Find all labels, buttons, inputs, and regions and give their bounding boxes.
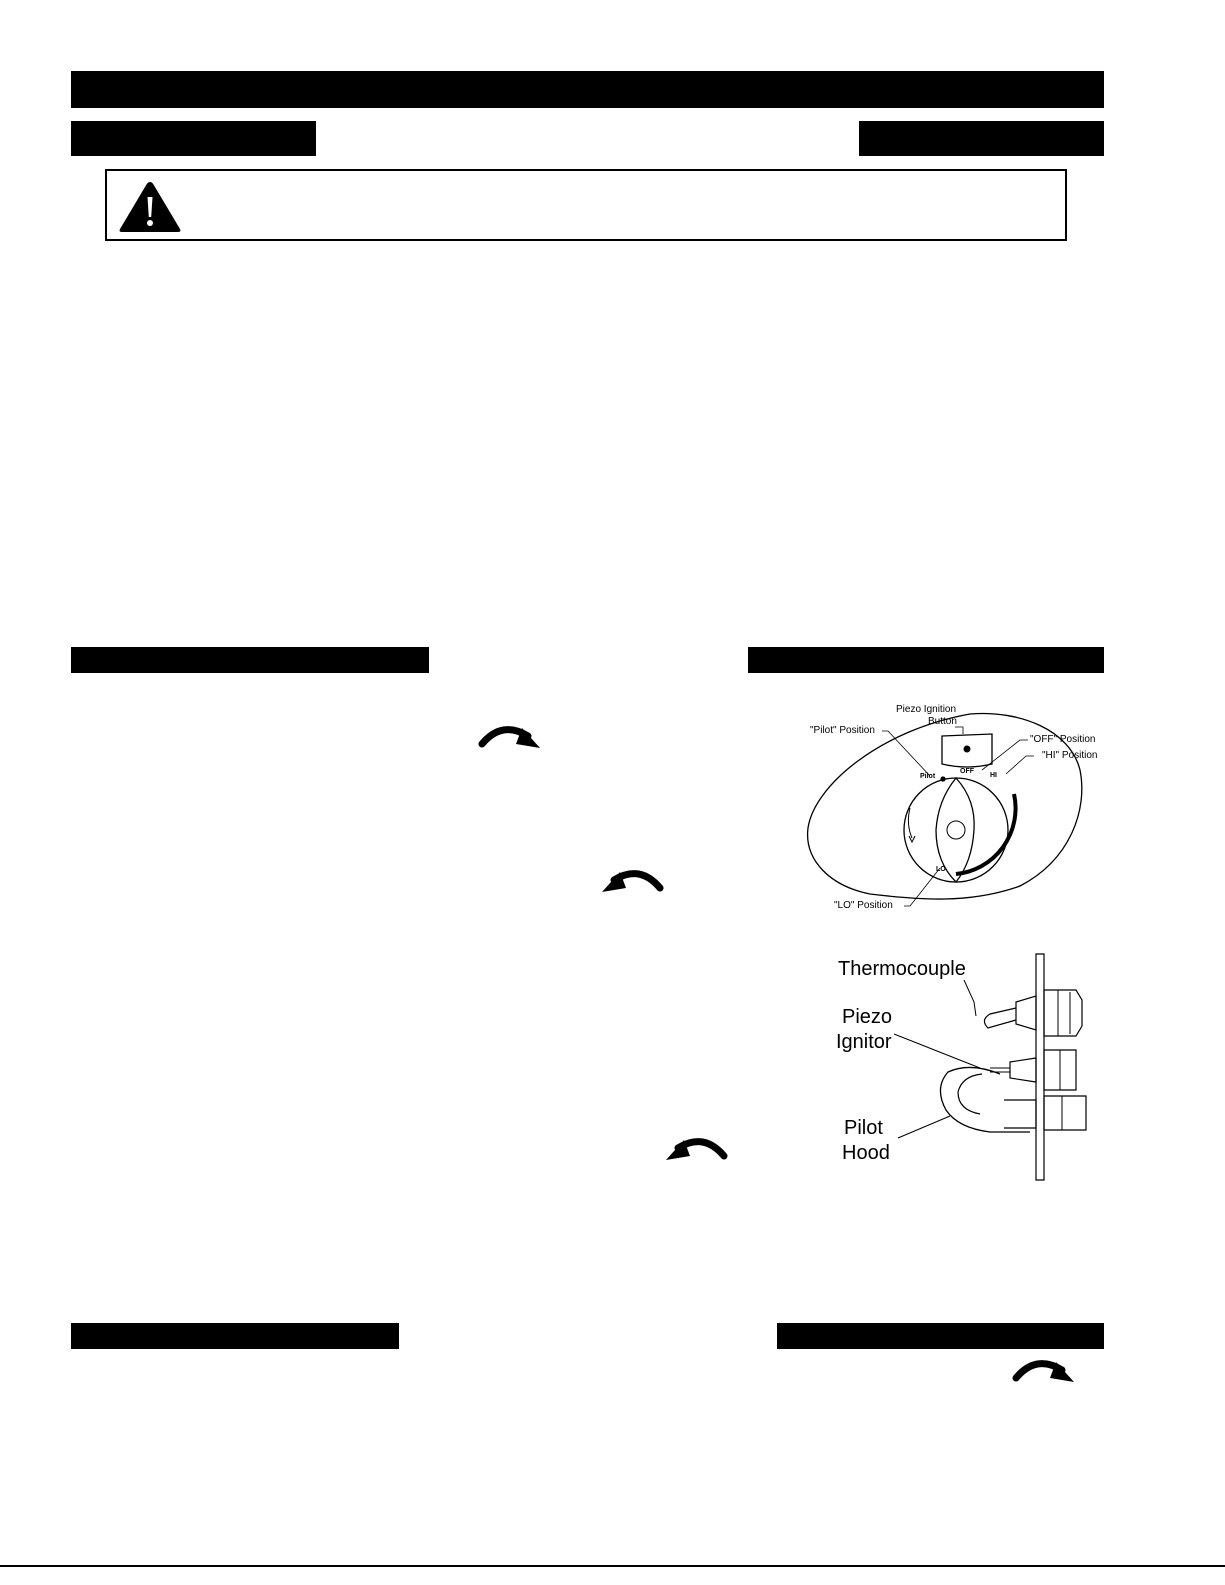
label-piezo-ignitor-line1: Piezo (842, 1006, 893, 1028)
dial-mark-lo: LO (936, 866, 946, 873)
section-header-left-2 (71, 647, 429, 673)
label-thermocouple: Thermocouple (838, 958, 966, 980)
label-off-position: "OFF" Position (1030, 734, 1096, 745)
section-header-left-3 (71, 1323, 399, 1349)
label-lo-position: "LO" Position (834, 900, 893, 911)
dial-mark-hi: HI (990, 772, 997, 779)
counterclockwise-arrow-icon (662, 1134, 728, 1164)
label-hi-position: "HI" Position (1042, 750, 1098, 761)
clockwise-arrow-icon (1012, 1356, 1078, 1386)
warning-box (105, 169, 1067, 241)
page-header-bar (71, 71, 1104, 108)
pilot-assembly-figure (830, 950, 1100, 1185)
footer-rule (0, 1565, 1225, 1567)
label-pilot-hood-line2: Hood (842, 1142, 890, 1164)
section-header-right-2 (748, 647, 1104, 673)
clockwise-arrow-icon (478, 722, 544, 752)
label-piezo-ignitor-line2: Ignitor (836, 1031, 892, 1053)
section-header-right-1 (859, 121, 1104, 156)
section-header-left-1 (71, 121, 316, 156)
label-pilot-hood-line1: Pilot (844, 1117, 883, 1139)
section-header-right-3 (777, 1323, 1104, 1349)
label-pilot-position: "Pilot" Position (810, 725, 875, 736)
counterclockwise-arrow-icon (598, 866, 664, 896)
warning-triangle-icon (117, 179, 183, 235)
dial-mark-pilot: Pilot (920, 773, 936, 780)
control-knob-figure (770, 690, 1110, 920)
label-piezo-ignition-line2: Button (928, 716, 957, 727)
label-piezo-ignition-line1: Piezo Ignition (896, 704, 957, 715)
dial-mark-off: OFF (960, 768, 974, 775)
